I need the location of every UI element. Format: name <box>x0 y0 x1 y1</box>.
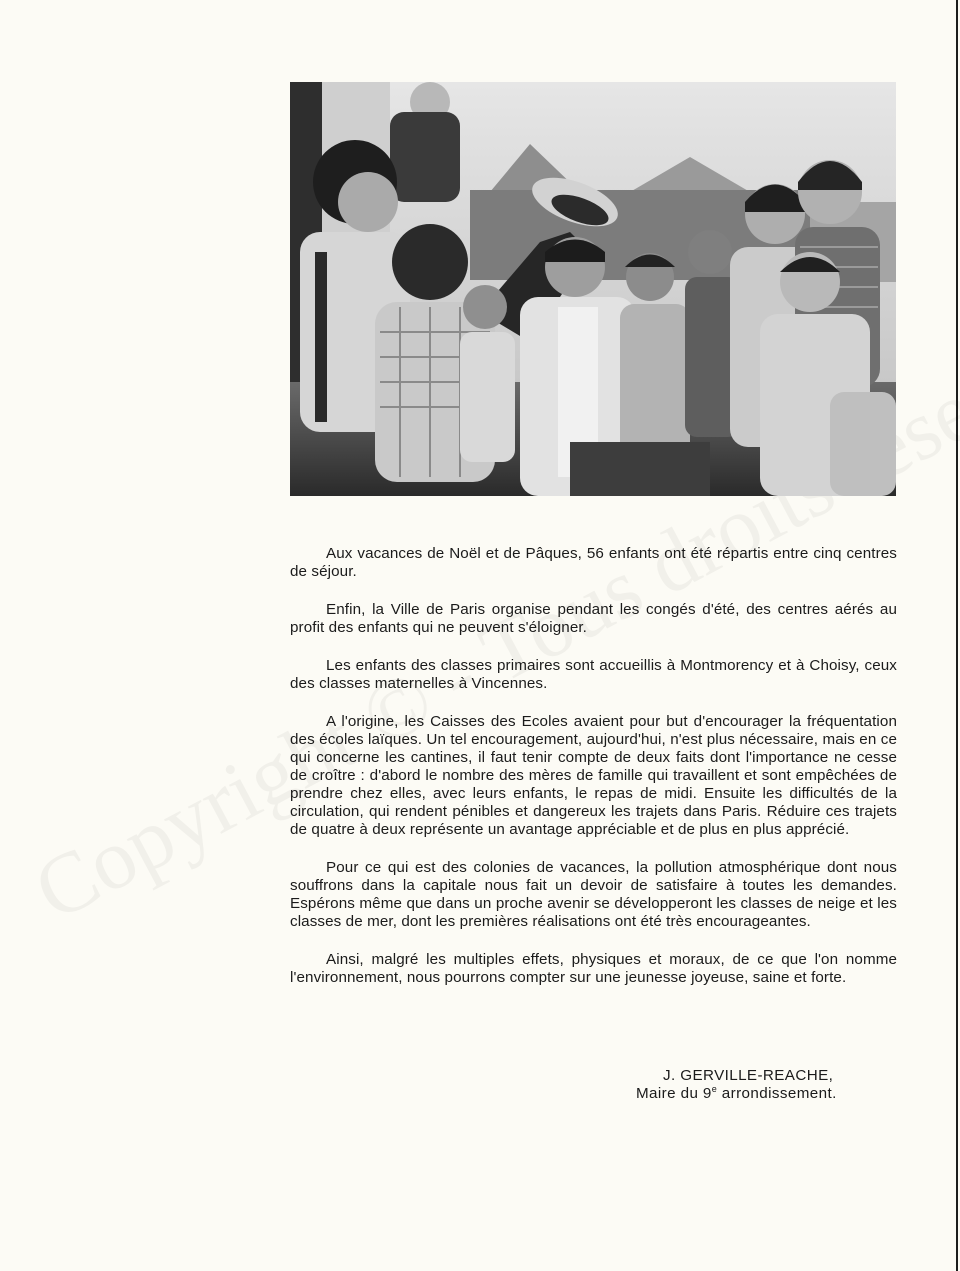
paragraph-4: A l'origine, les Caisses des Ecoles avaient pour but d'encourager la fréquentation des écoles laïques. Un tel encouragement, aujourd'hui, n'est plus nécessaire, mais en ce qui concerne les cantines, il faut tenir compte de deux faits dont l'importance ne cesse de croître : d'abord le nombre des mères de famille qui travaillent et sont empêchées de prendre chez elles, avec leurs enfants, le repas de midi. Ensuite les difficultés de la circulation, qui rendent pénibles et dangereux les trajets dans Paris. Réduire ces trajets de quatre à deux représente un avantage appréciable et de plus en plus apprécié. <box>290 713 897 838</box>
signatory-title-prefix: Maire du 9 <box>636 1085 712 1102</box>
paragraph-2: Enfin, la Ville de Paris organise pendant les congés d'été, des centres aérés au profit des enfants qui ne peuvent s'éloigner. <box>290 601 897 636</box>
paragraph-1: Aux vacances de Noël et de Pâques, 56 enfants ont été répartis entre cinq centres de séjour. <box>290 545 897 580</box>
children-group-photo <box>290 82 896 496</box>
paragraph-5: Pour ce qui est des colonies de vacances, la pollution atmosphérique dont nous souffrons dans la capitale nous fait un devoir de satisfaire à toutes les demandes. Espérons même que dans un proche avenir se développeront les classes de neige et les classes de mer, dont les premières réalisations ont été très encourageantes. <box>290 859 897 930</box>
article-body <box>290 545 897 1007</box>
paragraph-3: Les enfants des classes primaires sont accueillis à Montmorency et à Choisy, ceux des classes maternelles à Vincennes. <box>290 657 897 692</box>
signatory-title-superscript: e <box>711 1083 718 1094</box>
paragraph-6: Ainsi, malgré les multiples effets, physiques et moraux, de ce que l'on nomme l'environnement, nous pourrons compter sur une jeunesse joyeuse, saine et forte. <box>290 951 897 986</box>
signatory-name: J. GERVILLE-REACHE, <box>663 1067 834 1084</box>
signatory-title-suffix: arrondissement. <box>717 1085 837 1102</box>
signature-block <box>600 1067 900 1103</box>
signatory-title <box>600 1085 900 1103</box>
